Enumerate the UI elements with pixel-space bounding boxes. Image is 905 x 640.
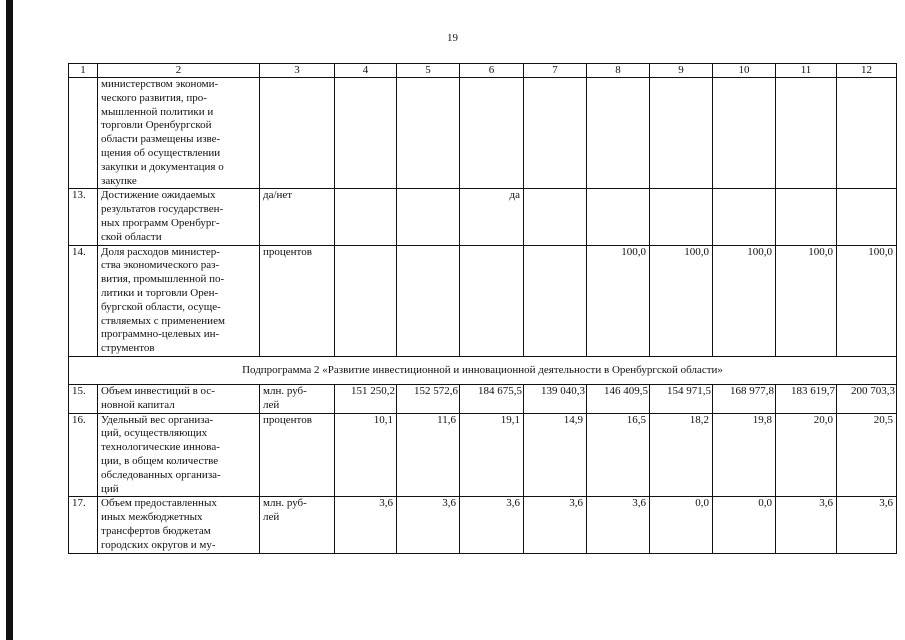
value-cell: 19,8: [713, 413, 776, 497]
value-cell: 100,0: [837, 245, 897, 356]
value-cell: 168 977,8: [713, 384, 776, 413]
value-cell: 16,5: [587, 413, 650, 497]
page-number: 19: [447, 32, 458, 44]
indicator-name: Удельный вес организа- ций, осуществляющих технологические иннова- ции, в общем количестве обследованных организа- ций: [98, 413, 260, 497]
column-header: 11: [776, 64, 837, 78]
column-header: 6: [460, 64, 524, 78]
value-cell: 18,2: [650, 413, 713, 497]
subprogram-title: Подпрограмма 2 «Развитие инвестиционной и инновационной деятельности в Оренбургской области»: [69, 356, 897, 384]
scan-binding-edge: [6, 0, 13, 640]
value-cell: [650, 78, 713, 189]
table-row: [69, 245, 897, 356]
value-cell: 10,1: [335, 413, 397, 497]
column-header: 7: [524, 64, 587, 78]
unit-of-measure: да/нет: [260, 189, 335, 245]
row-number: 17.: [69, 497, 98, 553]
column-header: 10: [713, 64, 776, 78]
value-cell: [335, 78, 397, 189]
table-row: [69, 78, 897, 189]
column-header: 12: [837, 64, 897, 78]
value-cell: 154 971,5: [650, 384, 713, 413]
value-cell: [335, 245, 397, 356]
column-header: 5: [397, 64, 460, 78]
value-cell: 183 619,7: [776, 384, 837, 413]
value-cell: [587, 78, 650, 189]
value-cell: [776, 78, 837, 189]
value-cell: [460, 78, 524, 189]
value-cell: [524, 78, 587, 189]
value-cell: 3,6: [335, 497, 397, 553]
value-cell: [397, 245, 460, 356]
value-cell: 139 040,3: [524, 384, 587, 413]
row-number: 14.: [69, 245, 98, 356]
value-cell: 14,9: [524, 413, 587, 497]
value-cell: 20,0: [776, 413, 837, 497]
table-row: [69, 497, 897, 553]
indicator-name: министерством экономи- ческого развития, про- мышленной политики и торговли Оренбургской области размещены изве- щения об осуществлении закупки и документация о закупке: [98, 78, 260, 189]
value-cell: 19,1: [460, 413, 524, 497]
unit-of-measure: [260, 78, 335, 189]
value-cell: [713, 78, 776, 189]
table-row: [69, 384, 897, 413]
value-cell: [460, 245, 524, 356]
column-header: 9: [650, 64, 713, 78]
value-cell: [837, 78, 897, 189]
indicator-name: Достижение ожидаемых результатов государствен- ных программ Оренбург- ской области: [98, 189, 260, 245]
unit-of-measure: процентов: [260, 413, 335, 497]
value-cell: 200 703,3: [837, 384, 897, 413]
value-cell: [335, 189, 397, 245]
column-header: 4: [335, 64, 397, 78]
subprogram-row: [69, 356, 897, 384]
value-cell: 100,0: [713, 245, 776, 356]
value-cell: [837, 189, 897, 245]
value-cell: [650, 189, 713, 245]
value-cell: 100,0: [650, 245, 713, 356]
column-header: 2: [98, 64, 260, 78]
value-cell: 3,6: [837, 497, 897, 553]
unit-of-measure: млн. руб- лей: [260, 497, 335, 553]
row-number: 16.: [69, 413, 98, 497]
value-cell: [397, 189, 460, 245]
table-row: [69, 413, 897, 497]
value-cell: 151 250,2: [335, 384, 397, 413]
row-number: [69, 78, 98, 189]
value-cell: 3,6: [776, 497, 837, 553]
value-cell: [524, 189, 587, 245]
value-cell: 100,0: [587, 245, 650, 356]
value-cell: [524, 245, 587, 356]
value-cell: [397, 78, 460, 189]
value-cell: [776, 189, 837, 245]
column-header: 3: [260, 64, 335, 78]
column-header: 1: [69, 64, 98, 78]
indicator-name: Объем предоставленных иных межбюджетных трансфертов бюджетам городских округов и му-: [98, 497, 260, 553]
value-cell: 100,0: [776, 245, 837, 356]
unit-of-measure: процентов: [260, 245, 335, 356]
value-cell: 0,0: [713, 497, 776, 553]
table-row: [69, 189, 897, 245]
row-number: 15.: [69, 384, 98, 413]
value-cell: 146 409,5: [587, 384, 650, 413]
unit-of-measure: млн. руб- лей: [260, 384, 335, 413]
value-cell: да: [460, 189, 524, 245]
indicator-name: Объем инвестиций в ос- новной капитал: [98, 384, 260, 413]
value-cell: 3,6: [524, 497, 587, 553]
value-cell: [713, 189, 776, 245]
value-cell: 20,5: [837, 413, 897, 497]
value-cell: 184 675,5: [460, 384, 524, 413]
indicator-name: Доля расходов министер- ства экономического раз- вития, промышленной по- литики и торговли Орен- бургской области, осуще- ствляемых с применением программно-целевых ин- струментов: [98, 245, 260, 356]
row-number: 13.: [69, 189, 98, 245]
value-cell: 11,6: [397, 413, 460, 497]
value-cell: 3,6: [460, 497, 524, 553]
value-cell: [587, 189, 650, 245]
column-number-header: [69, 64, 897, 78]
value-cell: 0,0: [650, 497, 713, 553]
column-header: 8: [587, 64, 650, 78]
indicators-table: [68, 63, 897, 554]
value-cell: 3,6: [587, 497, 650, 553]
value-cell: 3,6: [397, 497, 460, 553]
value-cell: 152 572,6: [397, 384, 460, 413]
